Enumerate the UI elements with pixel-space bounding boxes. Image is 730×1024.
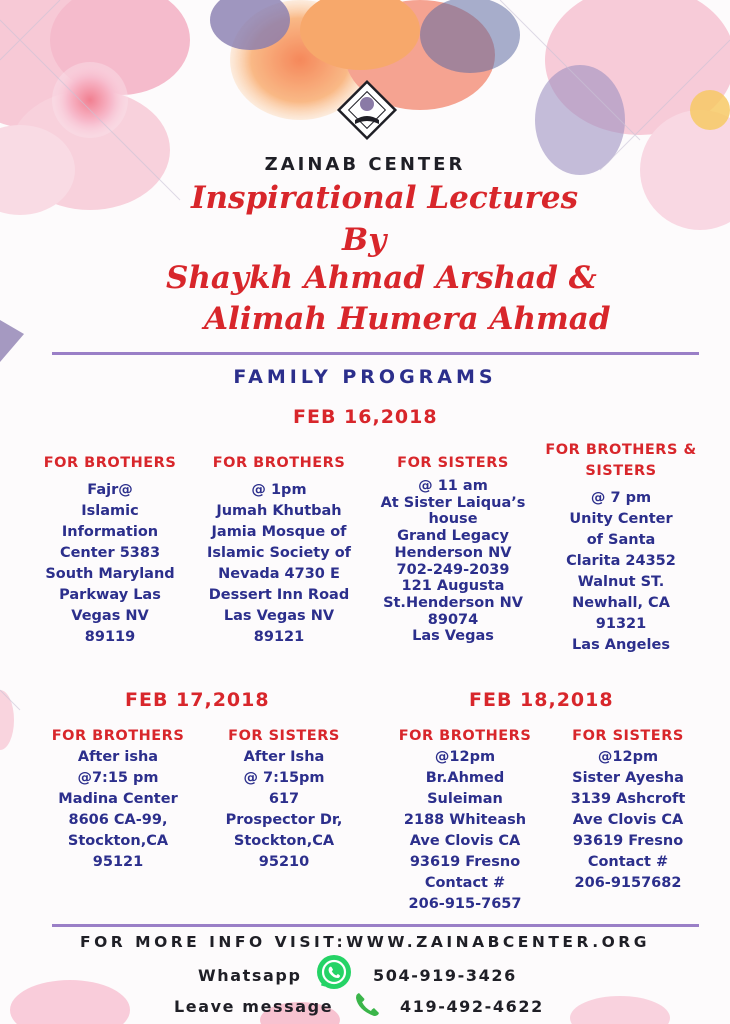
- message-number: 419-492-4622: [400, 997, 544, 1016]
- whatsapp-icon: [315, 953, 353, 991]
- event-details: @12pm Sister Ayesha 3139 Ashcroft Ave Clovis CA 93619 Fresno Contact # 206-9157682: [570, 749, 686, 891]
- message-label: Leave message: [174, 997, 334, 1016]
- event-heading: FOR BROTHERS: [51, 728, 185, 744]
- zainab-center-logo: [335, 78, 399, 142]
- phone-icon: [352, 990, 382, 1020]
- event-heading: FOR BROTHERS & SISTERS: [545, 442, 697, 479]
- event-details: After Isha @ 7:15pm 617 Prospector Dr, Stockton,CA 95210: [225, 749, 343, 870]
- title-line-1: Inspirational Lectures: [191, 180, 579, 216]
- title-line-3: Shaykh Ahmad Arshad &: [166, 260, 597, 296]
- event-details: After isha @7:15 pm Madina Center 8606 CA-99, Stockton,CA 95121: [58, 749, 178, 870]
- event-heading: FOR BROTHERS: [43, 455, 177, 471]
- date-feb17: FEB 17,2018: [125, 689, 270, 711]
- info-line: FOR MORE INFO VISIT:WWW.ZAINABCENTER.ORG: [80, 933, 650, 951]
- event-details: @ 1pm Jumah Khutbah Jamia Mosque of Islamic Society of Nevada 4730 E Dessert Inn Road Las Vegas NV 89121: [206, 482, 351, 645]
- event-details: @ 11 am At Sister Laiqua’s house Grand Legacy Henderson NV 702-249-2039 121 Augusta St.Henderson NV 89074 Las Vegas: [380, 478, 526, 645]
- divider-bottom: [52, 924, 699, 927]
- title-line-4: Alimah Humera Ahmad: [204, 301, 611, 337]
- whatsapp-number: 504-919-3426: [373, 966, 517, 985]
- date-feb18: FEB 18,2018: [469, 689, 614, 711]
- event-feb16-4: [538, 440, 704, 656]
- pink-flower-left: [0, 0, 190, 215]
- title-line-2: By: [342, 222, 387, 258]
- event-feb16-2: [198, 453, 360, 648]
- event-details: @12pm Br.Ahmed Suleiman 2188 Whiteash Ave Clovis CA 93619 Fresno Contact # 206-915-7657: [403, 749, 527, 912]
- event-feb16-3: [372, 453, 534, 645]
- event-feb17-1: [42, 726, 194, 873]
- event-feb17-2: [208, 726, 360, 873]
- divider-top: [52, 352, 699, 355]
- event-heading: FOR SISTERS: [572, 728, 684, 744]
- event-heading: FOR SISTERS: [228, 728, 340, 744]
- section-title: FAMILY PROGRAMS: [233, 366, 497, 388]
- event-feb18-1: [388, 726, 542, 915]
- event-heading: FOR SISTERS: [397, 455, 509, 471]
- whatsapp-label: Whatsapp: [198, 966, 302, 985]
- org-name: ZAINAB CENTER: [264, 154, 466, 175]
- event-heading: FOR BROTHERS: [212, 455, 346, 471]
- event-feb16-1: [30, 453, 190, 648]
- event-details: @ 7 pm Unity Center of Santa Clarita 24352 Walnut ST. Newhall, CA 91321 Las Angeles: [566, 490, 676, 653]
- event-heading: FOR BROTHERS: [398, 728, 532, 744]
- event-details: Fajr@ Islamic Information Center 5383 South Maryland Parkway Las Vegas NV 89119: [45, 482, 175, 645]
- date-feb16: FEB 16,2018: [293, 406, 438, 428]
- event-feb18-2: [552, 726, 704, 894]
